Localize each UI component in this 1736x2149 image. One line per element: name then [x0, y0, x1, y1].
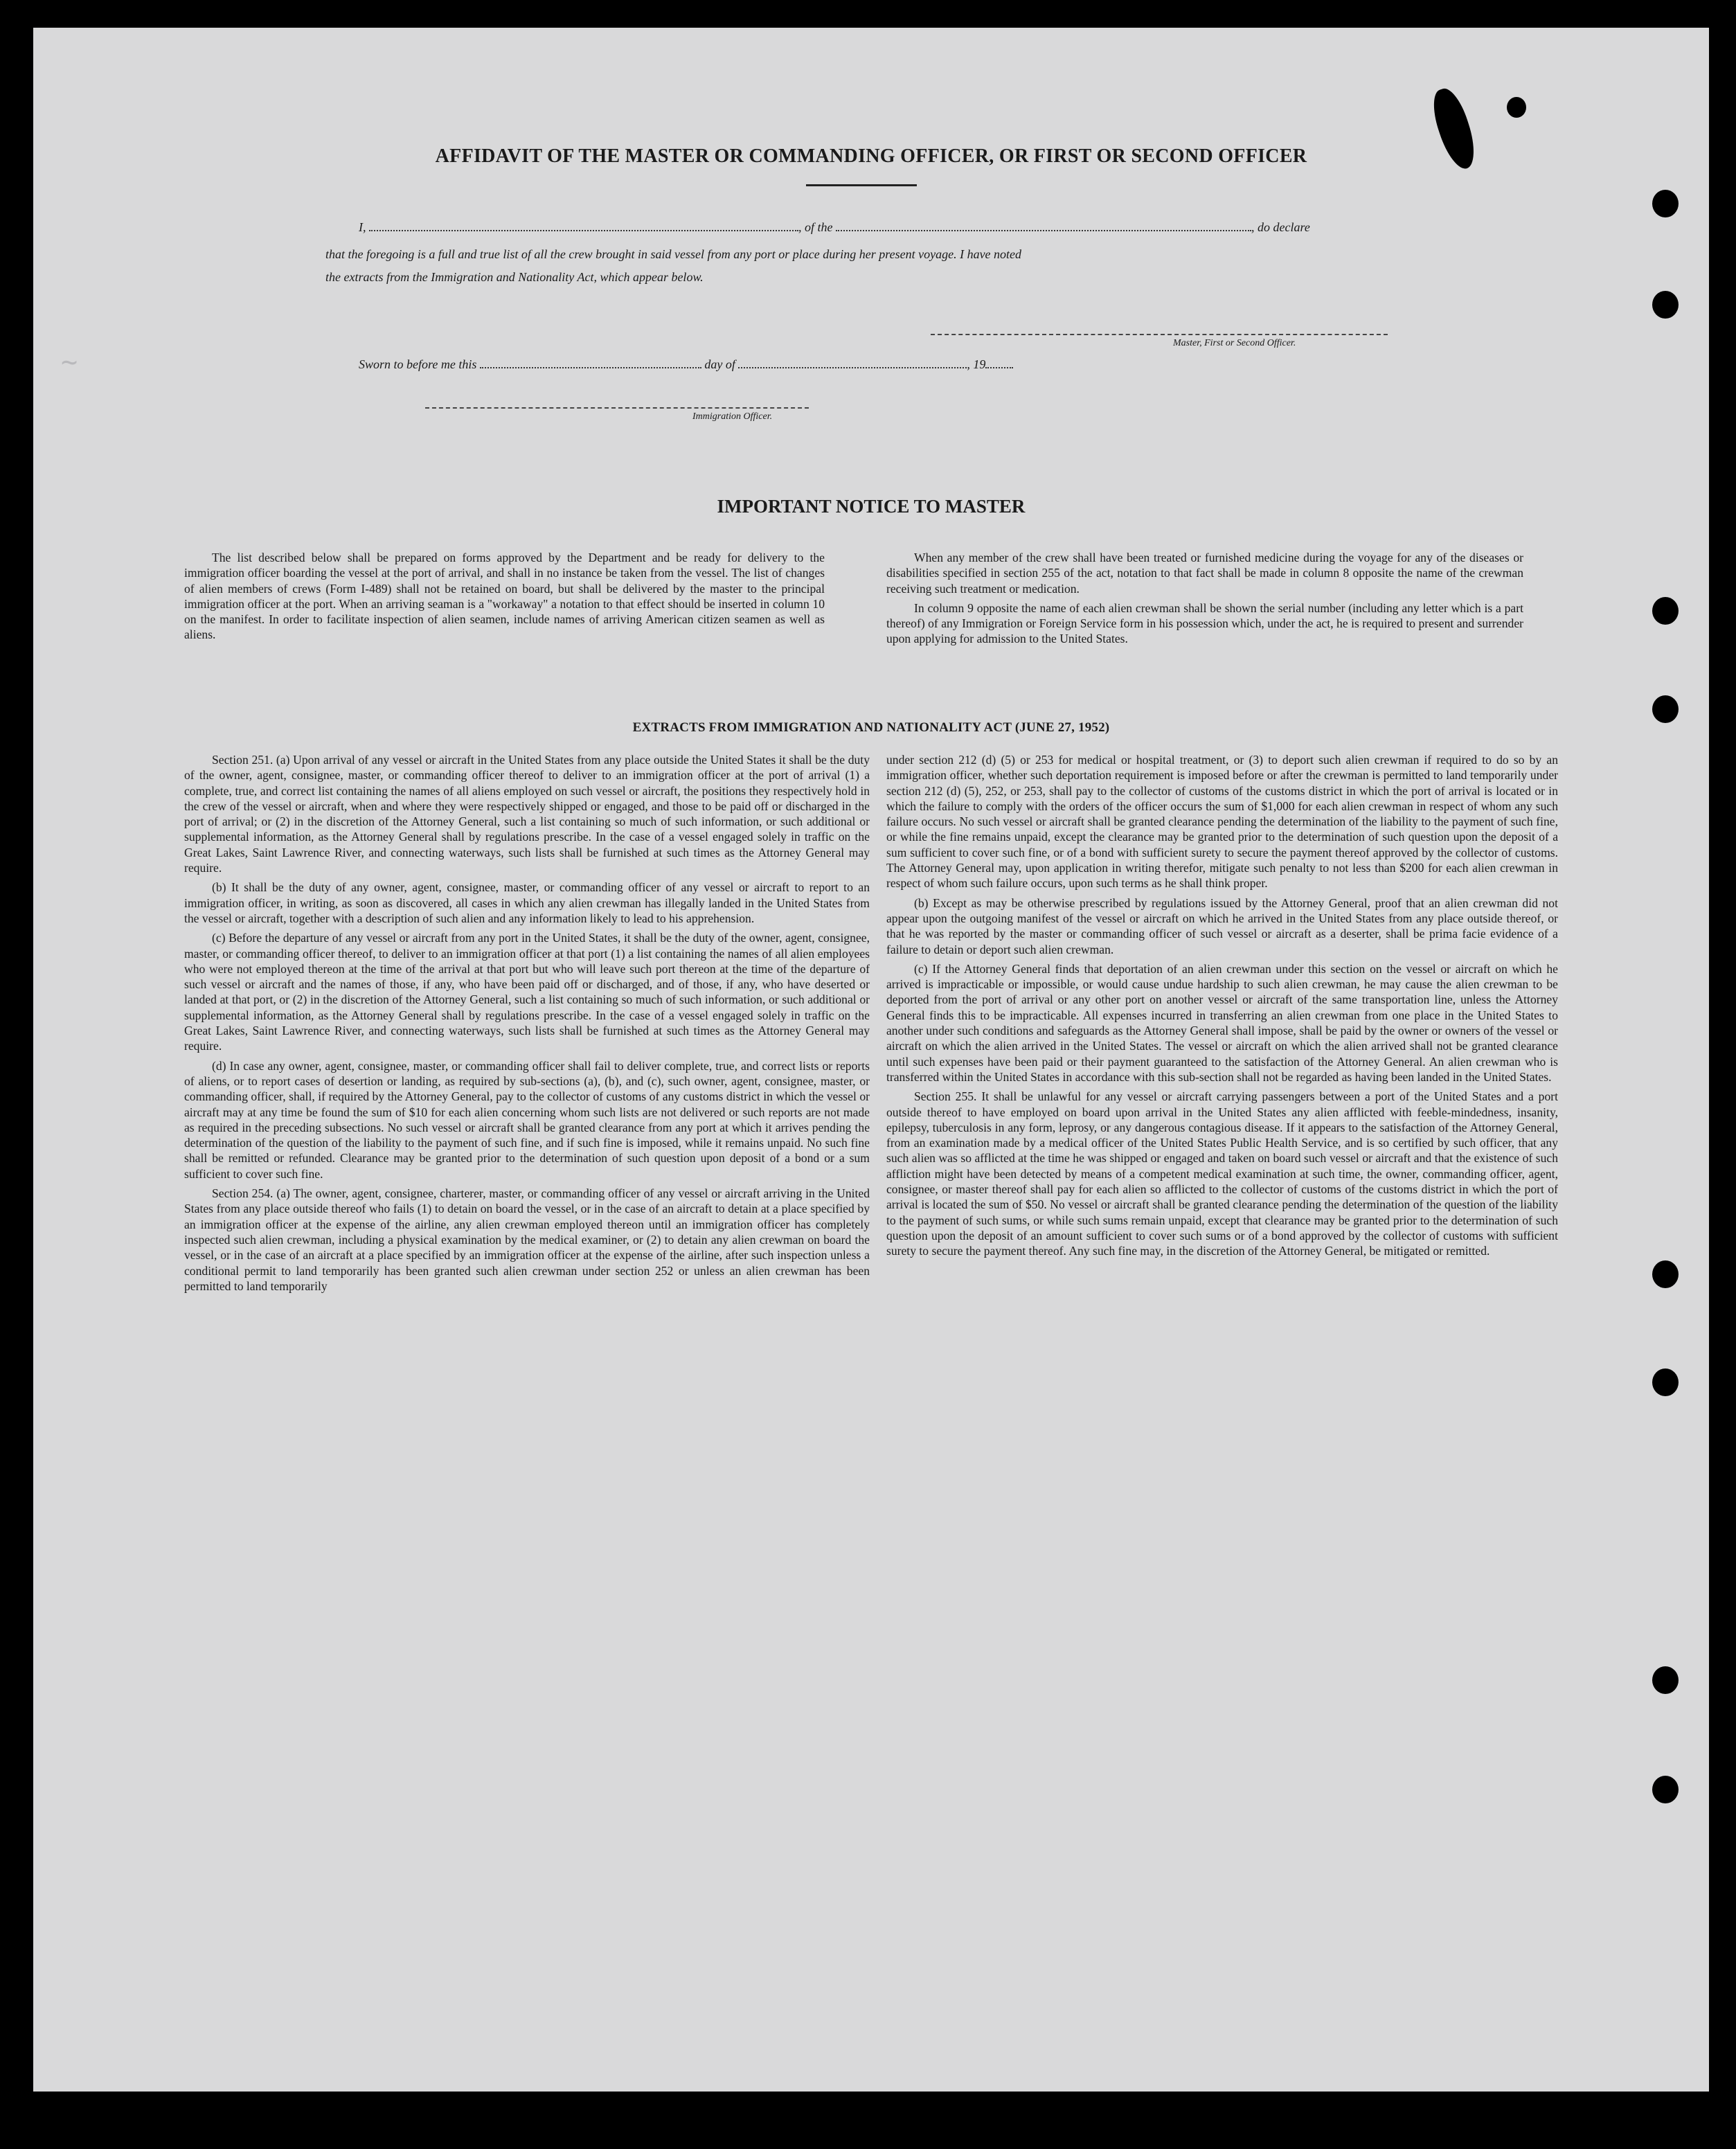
notice-paragraph: When any member of the crew shall have been treated or furnished medicine during the voyage for any of the diseases or disabilities specified in section 255 of the act, notation to that fact shall be made in column 8 opposite the name of the crewman receiving such treatment or medication. [886, 551, 1523, 596]
extract-paragraph: (c) Before the departure of any vessel or aircraft from any port in the United States, it shall be the duty of the owner, agent, consignee, master, or commanding officer thereof, to deliver to an immigration officer at that port (1) a list containing the names of all alien employees who were not employed thereon at the time of the arrival at that port but who will leave such port thereon at the time of the departure of such vessel or aircraft and the names of those, if any, who have been paid off or discharged, and of those, if any, who have deserted or landed at that port, or (2) in the discretion of the Attorney General, such a list containing so much of such information, or such additional or supplemental information, as the Attorney General shall by regulations prescribe. In the case of a vessel engaged solely in traffic on the Great Lakes, Saint Lawrence River, and connecting waterways, such lists shall be furnished at such times as the Attorney General may require. [184, 931, 870, 1053]
master-signature-caption: Master, First or Second Officer. [1173, 338, 1296, 348]
notice-paragraph: In column 9 opposite the name of each alien crewman shall be shown the serial number (including any letter which is a part thereof) of any Immigration or Foreign Service form in his possession which, under the act, he is required to present and surrender upon applying for admission to the United States. [886, 600, 1523, 646]
bleed-through-text: ~ [61, 346, 78, 378]
year-label: , 19 [967, 357, 986, 371]
extract-paragraph: Section 254. (a) The owner, agent, consignee, charterer, master, or commanding officer of any vessel or aircraft arriving in the United States from any place outside thereof who fails (1) to detain on board the vessel, or in the case of an aircraft to detain at a place specified by an immigration officer at the expense of the airline, any alien crewman employed thereon until an immigration officer has completely inspected such alien crewman, including a physical examination by the medical examiner, or (2) to detain any alien crewman on board the vessel, or in the case of an aircraft at a place specified by an immigration officer at the expense of the airline, after such inspection unless a conditional permit to land temporarily has been granted such alien crewman under section 252 or unless an alien crewman has been permitted to land temporarily [184, 1186, 870, 1293]
name-field[interactable] [369, 230, 798, 231]
extracts-title: EXTRACTS FROM IMMIGRATION AND NATIONALITY ACT (JUNE 27, 1952) [632, 720, 1110, 735]
punch-hole [1652, 1776, 1679, 1803]
notice-paragraph: The list described below shall be prepared on forms approved by the Department and be ready for delivery to the immigration officer boarding the vessel at the port of arrival, and shall in no instance be taken from the vessel. The list of changes of alien members of crews (Form I-489) shall not be retained on board, but shall be delivered by the master to the principal immigration officer at the port. When an arriving seaman is a "workaway" a notation to that effect should be inserted in column 10 on the manifest. In order to facilitate inspection of alien seamen, include names of arriving American citizen seamen as well as aliens. [184, 551, 825, 642]
document-page [33, 28, 1709, 2092]
i-label: I, [359, 220, 366, 234]
immigration-officer-caption: Immigration Officer. [692, 411, 773, 422]
declaration-line [359, 220, 1310, 235]
extract-paragraph: Section 251. (a) Upon arrival of any vessel or aircraft in the United States from any place outside the United States it shall be the duty of the owner, agent, consignee, master, or commanding officer thereof to deliver to an immigration officer at the port of arrival (1) a complete, true, and correct list containing the names of all aliens employed on such vessel or aircraft, the positions they respectively hold in the crew of the vessel or aircraft, when and where they were respectively shipped or engaged, and those to be paid off or discharged in the port of arrival; or (2) in the discretion of the Attorney General, such a list containing so much of such information, or such additional or supplemental information, as the Attorney General shall by regulations prescribe. In the case of a vessel engaged solely in traffic on the Great Lakes, Saint Lawrence River, and connecting waterways, such lists shall be furnished at such times as the Attorney General may require. [184, 753, 870, 875]
extracts-right-column [886, 752, 1558, 1263]
sworn-month-field[interactable] [738, 367, 967, 368]
notice-right-column [886, 550, 1523, 651]
sworn-label: Sworn to before me this [359, 357, 477, 371]
extract-paragraph: (d) In case any owner, agent, consignee, master, or commanding officer shall fail to deliver complete, true, and correct lists or reports of aliens, or to report cases of desertion or landing, as required by sub-sections (a), (b), and (c), such owner, agent, consignee, master, or commanding officer, shall, if required by the Attorney General, pay to the collector of customs of any customs district in which the vessel or aircraft may at any time be found the sum of $10 for each alien concerning whom such lists are not delivered or such reports are not made as required in the preceding subsections. No such vessel or aircraft shall be granted clearance from any port at which it arrives pending the determination of the question of the liability to the payment of such fine, and if such fine is imposed, while it remains unpaid. No such fine shall be remitted or refunded. Clearance may be granted prior to the determination of such question upon deposit of a bond or a sum sufficient to cover such fine. [184, 1058, 870, 1181]
extract-paragraph: (b) Except as may be otherwise prescribed by regulations issued by the Attorney General, proof that an alien crewman did not appear upon the outgoing manifest of the vessel or aircraft on which he arrived in the United States from any place outside thereof, or that he was reported by the master or commanding officer of such vessel or aircraft as a deserter, shall be prima facie evidence of a failure to detain or deport such alien crewman. [886, 895, 1558, 956]
sworn-year-field[interactable] [985, 367, 1013, 368]
notice-left-column [184, 550, 825, 647]
punch-hole [1652, 190, 1679, 217]
day-of-label: day of [704, 357, 735, 371]
punch-hole [1652, 695, 1679, 723]
do-declare-label: , do declare [1251, 220, 1310, 234]
immigration-officer-signature-line[interactable] [425, 407, 809, 409]
punch-hole [1652, 597, 1679, 625]
punch-hole [1652, 1260, 1679, 1288]
punch-hole [1652, 291, 1679, 319]
extract-paragraph: under section 212 (d) (5) or 253 for medical or hospital treatment, or (3) to deport such alien crewman if required to do so by an immigration officer, whether such deportation requirement is imposed before or after the crewman is permitted to land temporarily under section 212 (d) (5), 252, or 253, shall pay to the collector of customs of the customs district in which the port of arrival is located or in which the failure to comply with the orders of the officer occurs the sum of $1,000 for each alien crewman in respect of whom any such failure occurs. No such vessel or aircraft shall be granted clearance pending the determination of the liability to the payment of such fine, or while the fine remains unpaid, except the clearance may be granted prior to the determination of such question upon the deposit of a sum sufficient to cover such fine, or of a bond with sufficient surety to secure the payment thereof approved by the collector of customs. The Attorney General may, upon application in writing therefor, mitigate such penalty to not less than $200 for each alien crewman in respect of whom such failure occurs, upon such terms as he shall think proper. [886, 753, 1558, 891]
sworn-line [359, 357, 1013, 372]
extract-paragraph: Section 255. It shall be unlawful for any vessel or aircraft carrying passengers between a port of the United States and a port outside thereof to have employed on board upon arrival in the United States any alien afflicted with feeble-mindedness, insanity, epilepsy, tuberculosis in any form, leprosy, or any dangerous contagious disease. If it appears to the satisfaction of the Attorney General, from an examination made by a medical officer of the United States Public Health Service, and is so certified by such officer, that any such alien was so afflicted at the time he was shipped or engaged and taken on board such vessel or aircraft and that the existence of such affliction might have been detected by means of a competent medical examination at such time, the owner, commanding officer, agent, consignee, or master thereof shall pay for each alien so afflicted to the collector of customs of the customs district in which the port of arrival is located the sum of $50. No vessel or aircraft shall be granted clearance pending the determination of the question of the liability to the payment of such sums, or while such sums remain unpaid, except that clearance may be granted prior to the determination of such question upon the deposit of an amount sufficient to cover such sums or of a bond approved by the collector of customs with sufficient surety to secure the payment thereof. Any such fine may, in the discretion of the Attorney General, be mitigated or remitted. [886, 1089, 1558, 1258]
of-the-label: , of the [798, 220, 833, 234]
ink-blot [1507, 97, 1526, 118]
extracts-left-column [184, 752, 870, 1298]
statement-line-2: the extracts from the Immigration and Nationality Act, which appear below. [325, 270, 704, 284]
extract-paragraph: (c) If the Attorney General finds that deportation of an alien crewman under this section on the vessel or aircraft on which he arrived is impracticable or impossible, or would cause undue hardship to such alien crewman, he may cause the alien crewman to be deported from the port of arrival or any other port on another vessel or aircraft of the same transportation line, unless the Attorney General finds this to be impracticable. All expenses incurred in transferring an alien crewman from one place in the United States to another under such conditions and safeguards as the Attorney General shall impose, shall be paid by the owner or owners of the vessel or aircraft on which the alien arrived in the United States. The vessel or aircraft on which the alien arrived shall not be granted clearance until such expenses have been paid or their payment guaranteed to the satisfaction of the Attorney General. An alien crewman who is transferred within the United States in accordance with this sub-section shall not be regarded as having been landed in the United States. [886, 961, 1558, 1084]
affidavit-title: AFFIDAVIT OF THE MASTER OR COMMANDING OFFICER, OR FIRST OR SECOND OFFICER [435, 145, 1307, 167]
punch-hole [1652, 1666, 1679, 1694]
statement-line-1: that the foregoing is a full and true list of all the crew brought in said vessel from any port or place during her present voyage. I have noted [325, 247, 1022, 261]
vessel-field[interactable] [836, 230, 1251, 231]
extract-paragraph: (b) It shall be the duty of any owner, agent, consignee, master, or commanding officer of any vessel or aircraft to report to an immigration officer, in writing, as soon as discovered, all cases in which any alien crewman has illegally landed in the United States from the vessel or aircraft, together with a description of such alien and any information likely to lead to his apprehension. [184, 880, 870, 925]
punch-hole [1652, 1368, 1679, 1396]
sworn-day-field[interactable] [480, 367, 701, 368]
title-rule [806, 184, 917, 186]
notice-title: IMPORTANT NOTICE TO MASTER [717, 496, 1026, 517]
master-signature-line[interactable] [931, 334, 1388, 335]
